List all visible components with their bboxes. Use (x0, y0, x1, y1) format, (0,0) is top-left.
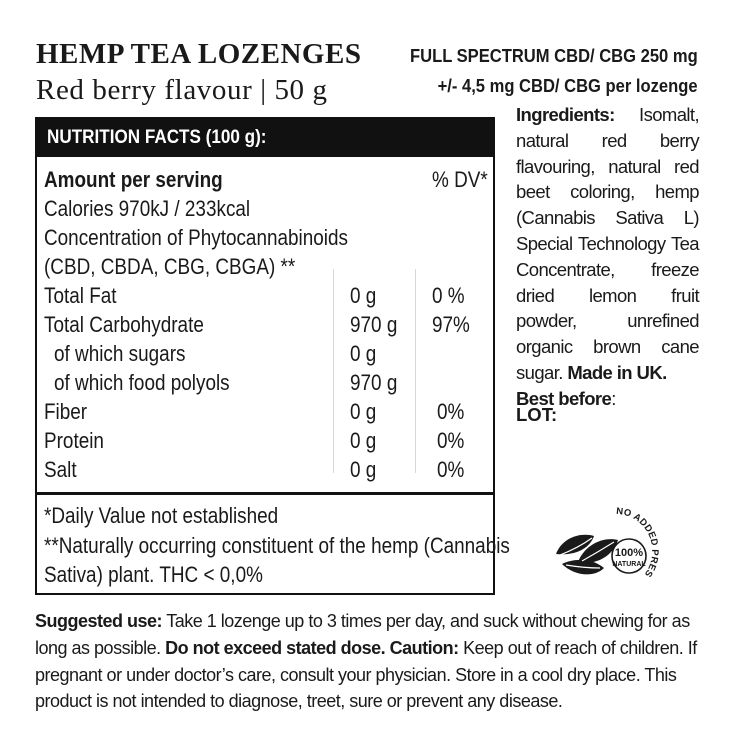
phyto-line-1: Concentration of Phytocannabinoids (44, 225, 348, 250)
footnote-3-text: Sativa) plant. THC < 0,0% (44, 562, 263, 587)
nutrient-name: of which food polyols (54, 370, 230, 395)
table-row (44, 310, 230, 339)
nutrient-amount (350, 368, 405, 397)
dv-header-cell (432, 165, 497, 194)
column-divider (415, 269, 416, 473)
table-row (54, 368, 258, 397)
nutrition-header (37, 119, 493, 157)
column-divider (333, 269, 334, 473)
nutrient-name: of which sugars (54, 341, 186, 366)
dv-header: % DV* (432, 167, 488, 192)
nutrient-dv (437, 455, 469, 484)
product-title: HEMP TEA LOZENGES (36, 38, 362, 70)
nutrient-name: Total Carbohydrate (44, 312, 204, 337)
calories-text: Calories 970kJ / 233kcal (44, 196, 251, 221)
nutrient-dv (432, 310, 476, 339)
nutrient-amount-text: 0 g (350, 428, 377, 453)
phyto-row-2 (44, 252, 336, 281)
nutrient-name: Fiber (44, 399, 88, 424)
suggested-use-paragraph (35, 608, 707, 715)
nutrient-amount-text: 970 g (350, 312, 398, 337)
nutrient-amount (350, 455, 381, 484)
nutrient-amount (350, 339, 381, 368)
suggested-use-text: Take 1 lozenge up to 3 times per day, and suck without chewing for as long as possible. (35, 611, 690, 658)
table-row (54, 339, 207, 368)
footnote-1-text: *Daily Value not established (44, 503, 279, 528)
badge-natural-text: NATURAL (612, 561, 646, 568)
nutrient-dv (432, 281, 470, 310)
footnote-hemp (44, 531, 586, 560)
badge-arc-text: NO ADDED PRES (615, 505, 661, 580)
per-lozenge-line: +/- 4,5 mg CBD/ CBG per lozenge (438, 76, 698, 96)
lot-label: LOT: (516, 404, 558, 425)
suggested-use-label: Suggested use: (35, 611, 163, 631)
best-before-label: Best before (516, 387, 612, 409)
nutrient-dv-text: 0% (437, 428, 465, 453)
badge-percent-text: 100% (614, 547, 644, 559)
nutrient-amount (350, 310, 405, 339)
nutrition-facts-panel (35, 117, 510, 595)
table-row (44, 455, 82, 484)
ingredients-label: Ingredients: (516, 104, 615, 125)
nutrient-dv-text: 0% (437, 399, 465, 424)
nutrient-name: Protein (44, 428, 104, 453)
nutrient-amount-text: 0 g (350, 457, 377, 482)
ingredients-block (516, 102, 699, 412)
dose-warning: Do not exceed stated dose. (165, 637, 386, 658)
footnote-thc (44, 560, 299, 589)
nutrient-amount (350, 281, 381, 310)
no-preservatives-badge (548, 492, 688, 602)
nutrient-name: Salt (44, 457, 77, 482)
phyto-row-1 (44, 223, 397, 252)
table-row (44, 426, 114, 455)
product-subtitle: Red berry flavour | 50 g (36, 74, 328, 106)
nutrient-amount (350, 397, 381, 426)
caution-text: Keep out of reach of children. If pregnant or under doctor’s care, consult your physician. Store in a cool dry place. This product is not intended to diagnose, treet, sure or prevent any disease. (35, 637, 697, 712)
best-before-colon: : (611, 387, 616, 409)
nutrient-amount-text: 0 g (350, 283, 377, 308)
nutrient-dv-text: 97% (432, 312, 470, 337)
nutrient-amount-text: 0 g (350, 341, 377, 366)
nutrient-name: Total Fat (44, 283, 117, 308)
table-row (44, 397, 94, 426)
phyto-line-2: (CBD, CBDA, CBG, CBGA) ** (44, 254, 296, 279)
ingredients-text: Isomalt, natural red berry flavouring, natural red beet coloring, hemp (Cannabis Sativa L) Special Technology Tea Concentrate, freeze dried lemon fruit powder, unrefined organic brown cane sugar. (516, 104, 699, 383)
nutrition-header-text: NUTRITION FACTS (100 g): (47, 127, 267, 148)
amount-per-serving-row (44, 165, 252, 194)
badge-graphic (548, 492, 688, 602)
amount-per-serving-label: Amount per serving (44, 167, 223, 192)
footnote-daily-value (44, 501, 316, 530)
nutrient-dv (437, 397, 469, 426)
caution-label: Caution: (385, 637, 459, 658)
nutrient-dv-text: 0 % (432, 283, 465, 308)
nutrient-dv-text: 0% (437, 457, 465, 482)
spectrum-line: FULL SPECTRUM CBD/ CBG 250 mg (410, 46, 698, 66)
nutrient-amount-text: 970 g (350, 370, 398, 395)
footnote-2-text: **Naturally occurring constituent of the hemp (Cannabis (44, 533, 510, 558)
nutrient-dv (437, 426, 469, 455)
table-row (44, 281, 128, 310)
calories-row (44, 194, 284, 223)
section-divider (35, 492, 495, 495)
nutrient-amount (350, 426, 381, 455)
made-in-label: Made in UK. (567, 361, 667, 383)
nutrient-amount-text: 0 g (350, 399, 377, 424)
leaf-icon (556, 535, 618, 575)
